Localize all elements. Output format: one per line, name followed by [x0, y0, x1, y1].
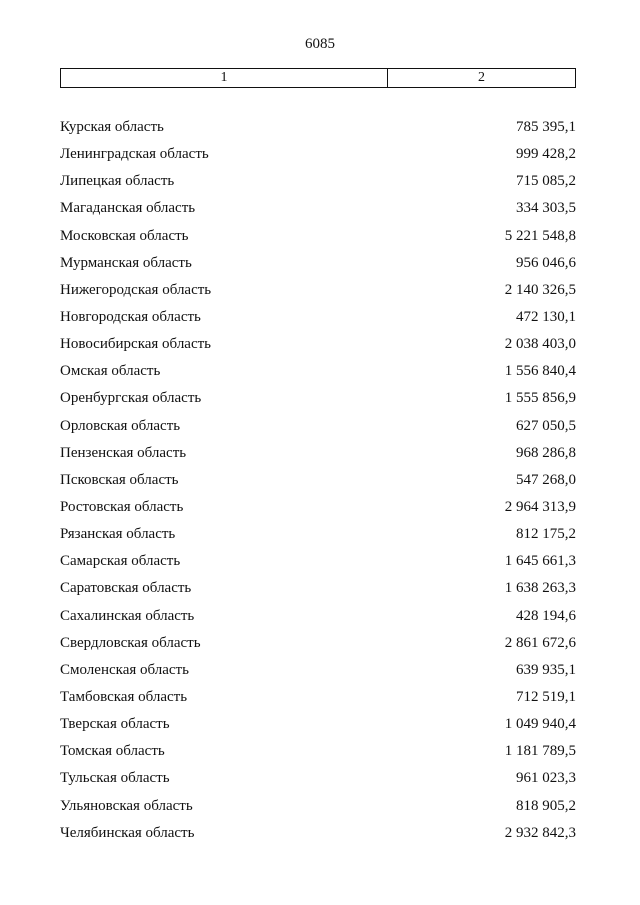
table-row [60, 358, 576, 385]
region-name: Ленинградская область [60, 146, 209, 163]
table-row [60, 223, 576, 250]
table-row [60, 141, 576, 168]
table-row [60, 603, 576, 630]
region-value: 2 038 403,0 [504, 336, 576, 353]
table-row [60, 793, 576, 820]
region-value: 818 905,2 [516, 797, 576, 814]
region-value: 1 181 789,5 [504, 743, 576, 760]
region-value: 2 861 672,6 [504, 634, 576, 651]
region-name: Рязанская область [60, 526, 176, 543]
region-value: 956 046,6 [516, 254, 576, 271]
table-row [60, 820, 576, 847]
region-name: Омская область [60, 363, 161, 380]
region-name: Свердловская область [60, 634, 201, 651]
region-value: 2 140 326,5 [504, 281, 576, 298]
region-value: 712 519,1 [516, 689, 576, 706]
region-value: 961 023,3 [516, 770, 576, 787]
region-value: 334 303,5 [516, 200, 576, 217]
region-value: 812 175,2 [516, 526, 576, 543]
region-table [60, 114, 576, 847]
region-value: 472 130,1 [516, 309, 576, 326]
region-name: Новосибирская область [60, 336, 212, 353]
table-row [60, 711, 576, 738]
table-row [60, 440, 576, 467]
table-row [60, 657, 576, 684]
region-value: 1 638 263,3 [504, 580, 576, 597]
region-name: Пензенская область [60, 444, 187, 461]
region-name: Саратовская область [60, 580, 192, 597]
table-row [60, 630, 576, 657]
region-value: 1 556 840,4 [504, 363, 576, 380]
table-row [60, 684, 576, 711]
region-name: Челябинская область [60, 824, 195, 841]
region-name: Московская область [60, 227, 189, 244]
region-name: Смоленская область [60, 661, 189, 678]
table-row [60, 114, 576, 141]
table-row [60, 738, 576, 765]
table-row [60, 521, 576, 548]
region-value: 999 428,2 [516, 146, 576, 163]
region-name: Томская область [60, 743, 165, 760]
region-name: Липецкая область [60, 173, 175, 190]
table-row [60, 494, 576, 521]
region-value: 5 221 548,8 [504, 227, 576, 244]
region-name: Орловская область [60, 417, 181, 434]
region-value: 1 645 661,3 [504, 553, 576, 570]
column-header-row [60, 68, 576, 88]
region-value: 428 194,6 [516, 607, 576, 624]
region-value: 547 268,0 [516, 471, 576, 488]
region-value: 1 555 856,9 [504, 390, 576, 407]
table-row [60, 575, 576, 602]
region-value: 1 049 940,4 [504, 716, 576, 733]
region-name: Ульяновская область [60, 797, 193, 814]
region-value: 715 085,2 [516, 173, 576, 190]
region-name: Ростовская область [60, 499, 184, 516]
region-name: Тульская область [60, 770, 170, 787]
table-row [60, 385, 576, 412]
region-name: Курская область [60, 119, 164, 136]
table-row [60, 765, 576, 792]
page-number: 6085 [305, 36, 335, 52]
region-name: Нижегородская область [60, 281, 212, 298]
table-row [60, 195, 576, 222]
column-header-1: 1 [61, 69, 388, 87]
table-row [60, 168, 576, 195]
table-row [60, 331, 576, 358]
table-row [60, 304, 576, 331]
region-name: Магаданская область [60, 200, 196, 217]
region-value: 627 050,5 [516, 417, 576, 434]
region-name: Мурманская область [60, 254, 192, 271]
region-value: 2 932 842,3 [504, 824, 576, 841]
table-row [60, 250, 576, 277]
region-value: 2 964 313,9 [504, 499, 576, 516]
region-value: 785 395,1 [516, 119, 576, 136]
table-row [60, 467, 576, 494]
table-row [60, 413, 576, 440]
region-name: Тверская область [60, 716, 170, 733]
region-value: 639 935,1 [516, 661, 576, 678]
region-value: 968 286,8 [516, 444, 576, 461]
table-row [60, 277, 576, 304]
region-name: Сахалинская область [60, 607, 195, 624]
region-name: Псковская область [60, 471, 179, 488]
region-name: Оренбургская область [60, 390, 202, 407]
column-header-2: 2 [478, 70, 485, 85]
region-name: Новгородская область [60, 309, 201, 326]
region-name: Самарская область [60, 553, 181, 570]
table-row [60, 548, 576, 575]
region-name: Тамбовская область [60, 689, 188, 706]
